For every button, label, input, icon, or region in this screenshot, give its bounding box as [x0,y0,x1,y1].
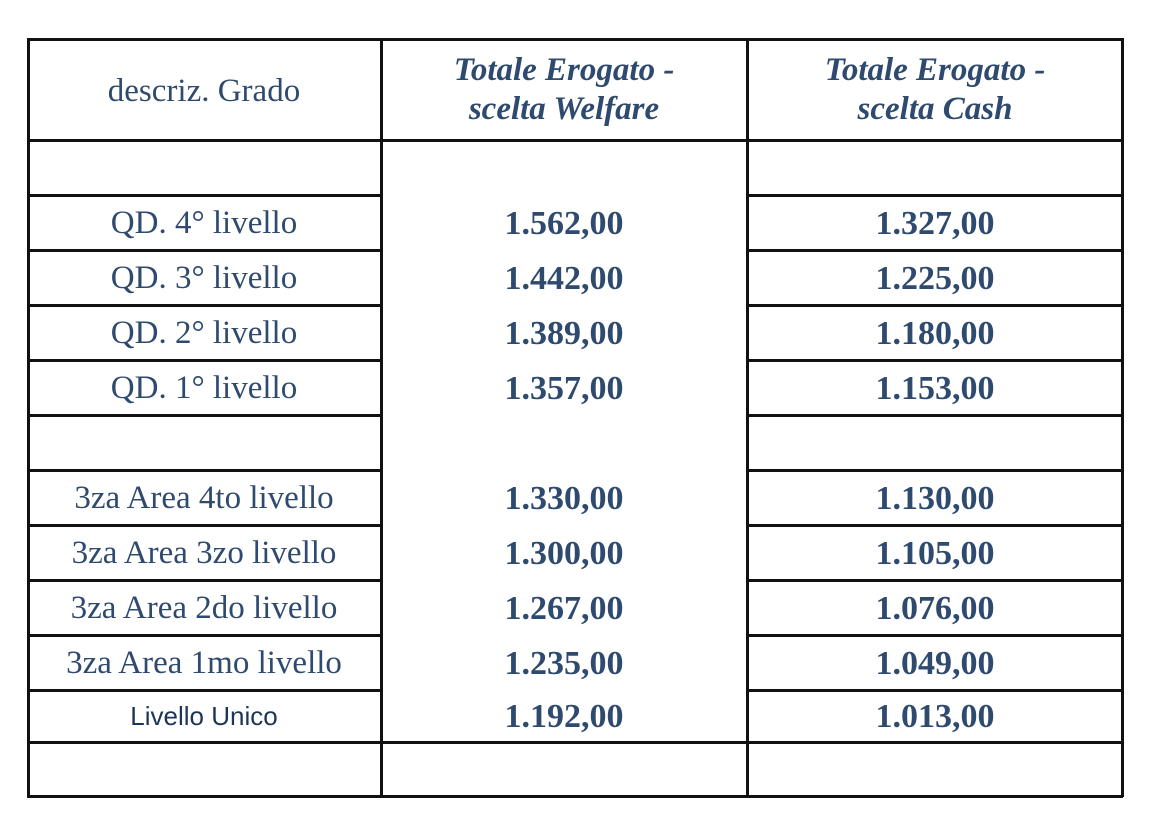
row-welfare-value: 1.562,00 [504,204,624,242]
row-welfare-value [381,140,747,195]
header-welfare-line2: scelta Welfare [468,90,660,127]
grid-line-horizontal [747,304,1123,307]
row-welfare-value: 1.192,00 [504,698,624,735]
grid-line-horizontal [27,689,381,692]
row-welfare-value: 1.300,00 [504,534,624,572]
row-description: QD. 4° livello [110,205,298,241]
row-description: 3za Area 1mo livello [66,645,342,681]
grid-line-horizontal [747,524,1123,527]
header-welfare [381,38,747,140]
header-cash-line2: scelta Cash [857,90,1013,127]
row-welfare-value: 1.267,00 [504,589,624,627]
grid-line-horizontal [747,469,1123,472]
grid-line-horizontal [27,795,1123,798]
grid-line-horizontal [27,469,381,472]
grid-line-horizontal [27,304,381,307]
row-description: 3za Area 2do livello [70,590,338,626]
grid-line-horizontal [27,634,381,637]
row-welfare-value: 1.442,00 [504,259,624,297]
compensation-table [27,38,1123,797]
row-description: 3za Area 4to livello [74,480,334,516]
row-welfare-value [381,415,747,470]
grid-line-horizontal [27,579,381,582]
row-cash-value: 1.153,00 [875,369,995,407]
grid-line-horizontal [747,414,1123,417]
row-cash-value: 1.076,00 [875,589,995,627]
grid-line-horizontal [747,634,1123,637]
row-cash-value [747,140,1123,195]
grid-line-horizontal [27,524,381,527]
row-cash-value: 1.225,00 [875,259,995,297]
grid-line-horizontal [27,38,1123,41]
grid-line-horizontal [381,741,747,744]
grid-line-vertical [27,38,30,797]
header-description: descriz. Grado [107,72,301,109]
header-cash [747,38,1123,140]
row-cash-value: 1.327,00 [875,204,995,242]
row-cash-value: 1.130,00 [875,479,995,517]
row-cash-value: 1.105,00 [875,534,995,572]
row-welfare-value: 1.357,00 [504,369,624,407]
row-welfare-value: 1.235,00 [504,644,624,682]
grid-line-horizontal [27,194,381,197]
grid-line-horizontal [747,689,1123,692]
grid-line-vertical [380,38,383,797]
row-description [27,742,381,797]
grid-line-horizontal [27,139,1123,142]
grid-line-horizontal [747,359,1123,362]
row-welfare-value [381,742,747,797]
row-description: QD. 3° livello [110,260,298,296]
row-description: 3za Area 3zo livello [71,535,337,571]
grid-line-horizontal [747,579,1123,582]
grid-line-vertical [746,38,749,797]
row-description [27,140,381,195]
row-description: Livello Unico [130,700,278,731]
row-description [27,415,381,470]
grid-line-horizontal [27,359,381,362]
row-welfare-value: 1.330,00 [504,479,624,517]
grid-line-horizontal [747,249,1123,252]
row-description: QD. 1° livello [110,370,298,406]
row-welfare-value: 1.389,00 [504,314,624,352]
row-cash-value: 1.013,00 [875,698,995,735]
row-cash-value [747,415,1123,470]
row-cash-value [747,742,1123,797]
header-cash-line1: Totale Erogato - [824,51,1046,88]
header-welfare-line1: Totale Erogato - [453,51,675,88]
grid-line-horizontal [27,741,381,744]
row-cash-value: 1.180,00 [875,314,995,352]
grid-line-horizontal [747,194,1123,197]
grid-line-horizontal [27,414,381,417]
grid-line-vertical [1121,38,1124,797]
grid-line-horizontal [747,741,1123,744]
row-cash-value: 1.049,00 [875,644,995,682]
grid-line-horizontal [27,249,381,252]
row-description: QD. 2° livello [110,315,298,351]
